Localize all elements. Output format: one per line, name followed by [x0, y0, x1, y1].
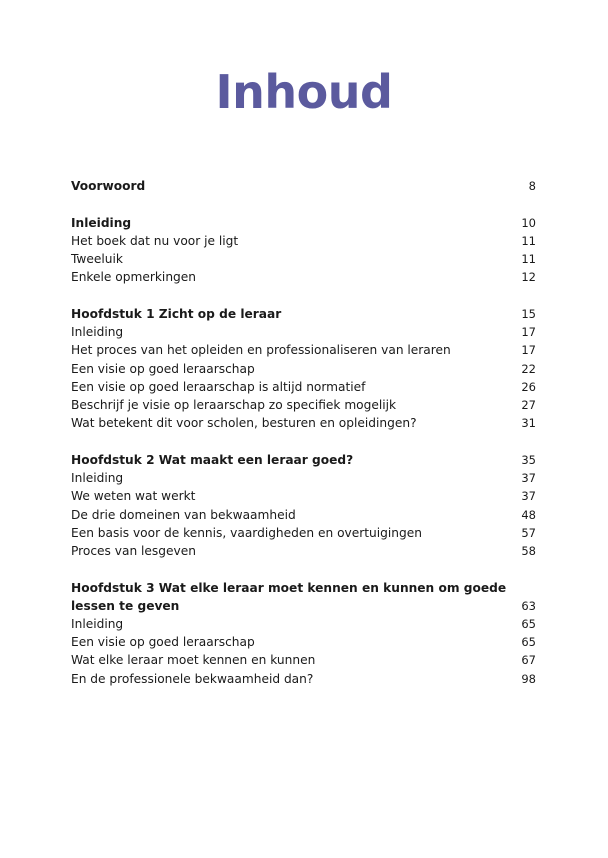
toc-page-number: 11 [521, 233, 536, 248]
toc-page-number: 65 [521, 617, 536, 632]
toc-page-number: 17 [521, 325, 536, 340]
toc-page-number: 48 [521, 507, 536, 522]
toc-heading-label [71, 214, 521, 232]
toc-heading [71, 305, 536, 323]
toc-entry [71, 232, 536, 250]
toc-page-number: 67 [521, 653, 536, 668]
toc-heading [71, 214, 536, 232]
toc-heading-line: Hoofdstuk 3 Wat elke leraar moet kennen en kunnen om goede [71, 580, 507, 595]
toc-entry [71, 469, 536, 487]
toc-entry-label: Wat betekent dit voor scholen, besturen en opleidingen? [71, 416, 417, 431]
page-title: Inhoud [215, 65, 393, 119]
toc-entry-label: Wat elke leraar moet kennen en kunnen [71, 653, 316, 668]
toc-entry [71, 378, 536, 396]
toc-page-number: 98 [521, 671, 536, 686]
toc-entry [71, 524, 536, 542]
toc-page-number: 37 [521, 489, 536, 504]
toc-page-number: 17 [521, 343, 536, 358]
toc-section [71, 579, 536, 688]
toc-page-number: 63 [521, 598, 536, 613]
toc-heading-line: Hoofdstuk 1 Zicht op de leraar [71, 307, 282, 322]
toc-entry-label: We weten wat werkt [71, 489, 196, 504]
toc-entry-label: Inleiding [71, 325, 124, 340]
toc-section [71, 451, 536, 560]
toc-section [71, 214, 536, 287]
toc-entry [71, 542, 536, 560]
toc-heading-label [71, 305, 521, 323]
toc-entry [71, 414, 536, 432]
toc-entry [71, 268, 536, 286]
toc-entry [71, 250, 536, 268]
toc-entry [71, 506, 536, 524]
toc-heading-label [71, 451, 521, 469]
toc-entry-label: Inleiding [71, 617, 124, 632]
toc-page-number: 57 [521, 525, 536, 540]
toc-entry-label: Een visie op goed leraarschap [71, 635, 255, 650]
toc-heading-line: Voorwoord [71, 179, 146, 193]
toc-entry-label: Een basis voor de kennis, vaardigheden en overtuigingen [71, 525, 422, 540]
toc-page-number: 58 [521, 543, 536, 558]
toc-entry-label: Het proces van het opleiden en professionaliseren van leraren [71, 343, 451, 358]
toc-page-number: 26 [521, 379, 536, 394]
toc-page-number: 15 [521, 307, 536, 322]
toc-entry-label: Het boek dat nu voor je ligt [71, 233, 239, 248]
toc-entry-label: Inleiding [71, 471, 124, 486]
toc-entry-label: Proces van lesgeven [71, 543, 196, 558]
toc-heading-line: Inleiding [71, 215, 132, 230]
toc-section [71, 177, 536, 195]
toc-entry [71, 633, 536, 651]
toc-heading-label [71, 177, 529, 195]
toc-heading-line: Hoofdstuk 2 Wat maakt een leraar goed? [71, 452, 354, 467]
toc-entry [71, 615, 536, 633]
toc-entry [71, 651, 536, 669]
toc-section [71, 305, 536, 432]
toc-heading [71, 177, 536, 195]
toc-page-number: 11 [521, 252, 536, 267]
toc-page-number: 8 [528, 179, 536, 193]
toc-entry [71, 323, 536, 341]
toc-entry-label: En de professionele bekwaamheid dan? [71, 671, 314, 686]
toc-page-number: 37 [521, 471, 536, 486]
toc-entry-label: Een visie op goed leraarschap [71, 361, 255, 376]
toc-heading [71, 579, 536, 615]
toc-page-number: 65 [521, 635, 536, 650]
toc-entry-label: De drie domeinen van bekwaamheid [71, 507, 296, 522]
table-of-contents [71, 177, 536, 706]
toc-entry [71, 487, 536, 505]
toc-page-number: 35 [521, 452, 536, 467]
toc-entry-label: Tweeluik [71, 252, 123, 267]
toc-entry-label: Enkele opmerkingen [71, 270, 197, 285]
toc-page-number: 22 [521, 361, 536, 376]
toc-page-number: 31 [521, 416, 536, 431]
toc-page-number: 10 [521, 215, 536, 230]
toc-entry [71, 360, 536, 378]
toc-entry [71, 396, 536, 414]
toc-page-number: 27 [521, 398, 536, 413]
toc-page-number: 12 [521, 270, 536, 285]
toc-heading [71, 451, 536, 469]
toc-entry-label: Beschrijf je visie op leraarschap zo specifiek mogelijk [71, 398, 397, 413]
toc-heading-label [71, 579, 521, 615]
toc-entry [71, 670, 536, 688]
toc-entry-label: Een visie op goed leraarschap is altijd normatief [71, 379, 366, 394]
toc-heading-line: lessen te geven [71, 598, 180, 613]
toc-entry [71, 341, 536, 359]
